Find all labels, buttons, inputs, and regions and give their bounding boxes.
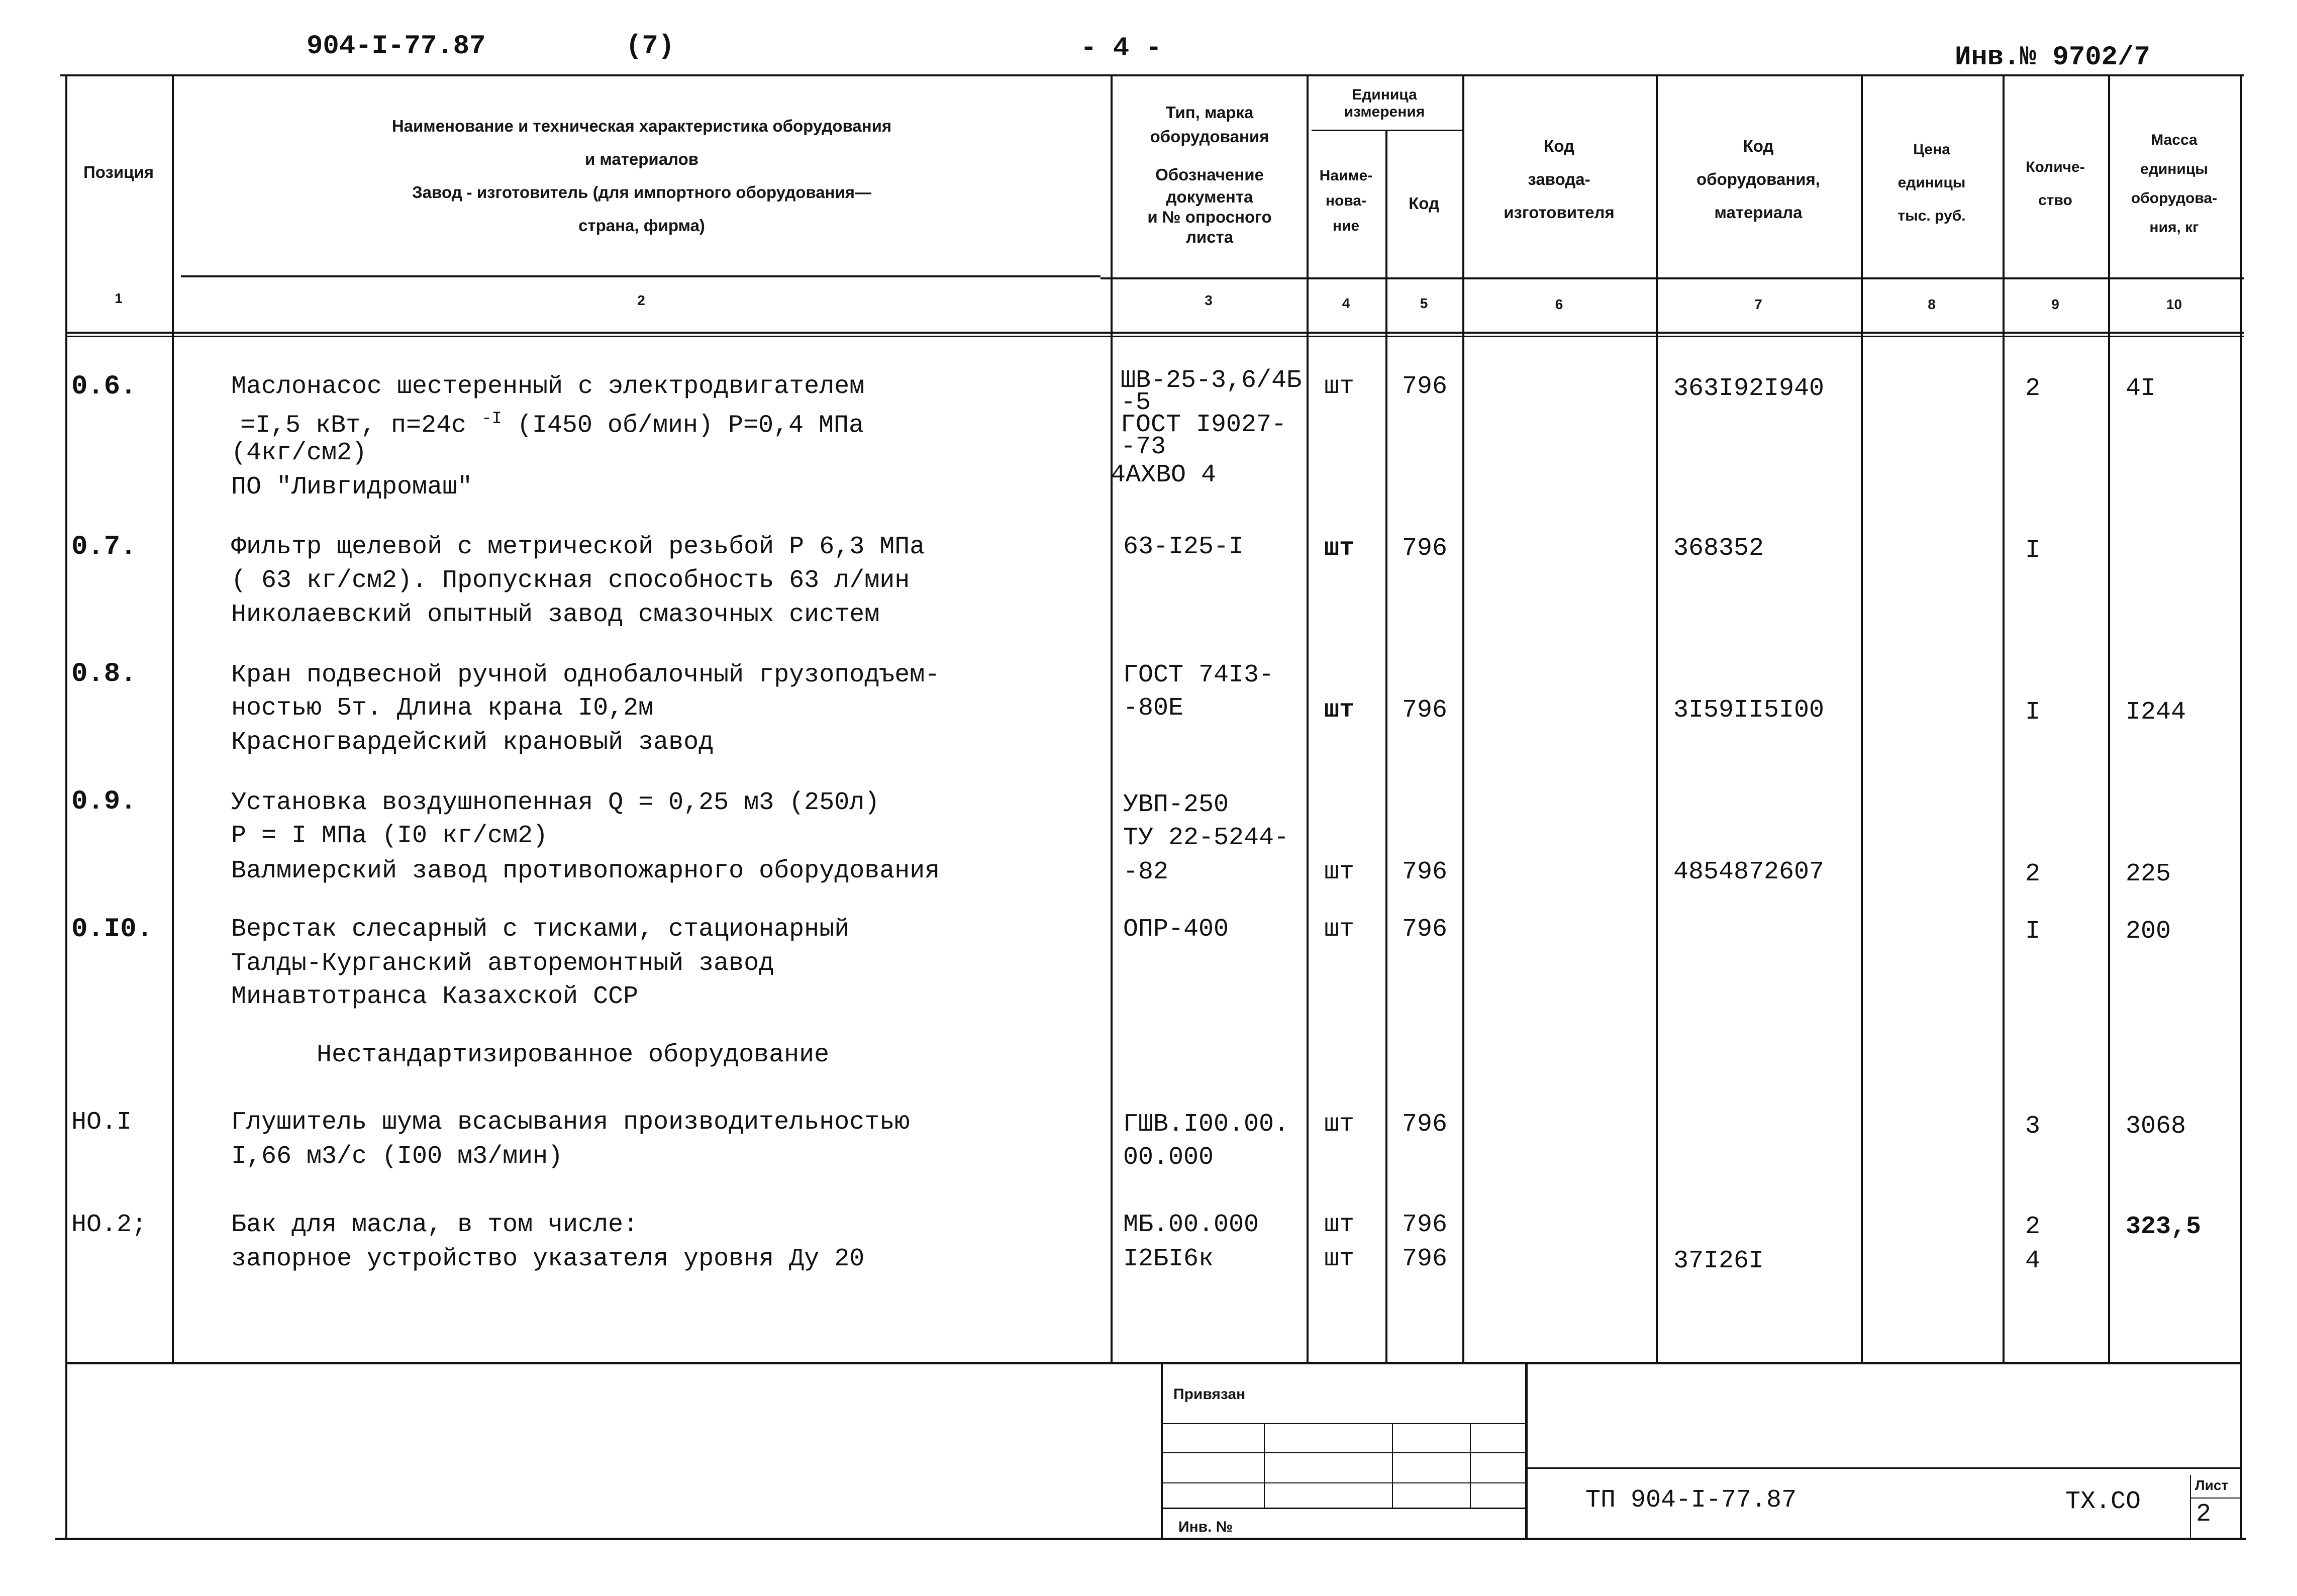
- header-bottom-line-b: [1101, 277, 2244, 279]
- header-doc-line4: листа: [1185, 228, 1234, 246]
- stamp-doc-mark: ТХ.СО: [2065, 1487, 2141, 1516]
- col-number-1: 1: [115, 290, 123, 306]
- row-name-line: ПО "Ливгидромаш": [231, 473, 473, 502]
- row-type-line: ГОСТ 74I3-: [1123, 661, 1274, 689]
- header-unit-name-line3: ние: [1332, 218, 1360, 234]
- row-unit-name: шт: [1324, 1211, 1355, 1239]
- header-name-line1: Наименование и техническая характеристика оборудования: [391, 117, 892, 135]
- row-unit-name: шт: [1324, 534, 1355, 563]
- row-position: 0.6.: [71, 371, 137, 402]
- row-name-line: Минавтотранса Казахской ССР: [231, 982, 639, 1011]
- row-name-line: Красногвардейский крановый завод: [231, 728, 714, 757]
- row-quantity: I: [2025, 698, 2041, 727]
- row-unit-code: 796: [1402, 915, 1448, 944]
- header-qty-line2: ство: [2038, 192, 2072, 209]
- row-unit-name: шт: [1324, 858, 1355, 886]
- row-name-line: ностью 5т. Длина крана I0,2м: [231, 694, 654, 723]
- header-equip-line3: материала: [1714, 203, 1803, 222]
- header-mass-line1: Масса: [2151, 132, 2198, 148]
- row-type-line: I2БI6к: [1123, 1245, 1214, 1273]
- formula-part-b: (I450 об/мин) Р=0,4 МПа: [502, 411, 864, 440]
- stamp-line: [2190, 1475, 2191, 1538]
- header-factory-line1: Код: [1544, 137, 1574, 155]
- row-sub-unit-code: 796: [1402, 1245, 1448, 1273]
- page-bottom-line: [55, 1538, 2246, 1540]
- stamp-line: [1525, 1364, 1528, 1538]
- row-quantity: I: [2025, 917, 2041, 946]
- row-type-line: МБ.00.000: [1123, 1211, 1259, 1239]
- row-unit-code: 796: [1402, 1110, 1448, 1139]
- row-type-line: 4АХВО 4: [1111, 461, 1217, 489]
- row-type-line: ТУ 22-5244-: [1123, 824, 1289, 852]
- header-price-line3: тыс. руб.: [1897, 208, 1966, 224]
- row-name-line: Кран подвесной ручной однобалочный грузоподъем-: [231, 661, 940, 689]
- header-bottom-line-a: [181, 275, 1101, 277]
- header-equip-line2: оборудования,: [1696, 170, 1820, 188]
- stamp-sheet-label: Лист: [2195, 1477, 2229, 1493]
- row-equipment-code: 3I59II5I00: [1673, 696, 1825, 725]
- row-equipment-code: 363I92I940: [1673, 374, 1825, 403]
- col-number-4: 4: [1342, 295, 1350, 311]
- col-line-9: [2108, 75, 2110, 1362]
- page-number: - 4 -: [1080, 33, 1162, 64]
- row-quantity: 2: [2025, 374, 2041, 403]
- row-name-line: запорное устройство указателя уровня Ду 20: [231, 1245, 865, 1273]
- row-type-line: -5: [1121, 388, 1151, 417]
- header-equip-line1: Код: [1743, 137, 1774, 155]
- col-line-7: [1861, 75, 1863, 1362]
- row-name-line: Верстак слесарный с тисками, стационарный: [231, 915, 850, 944]
- header-mass-line4: ния, кг: [2149, 219, 2199, 236]
- table-bottom-line: [65, 1362, 2241, 1364]
- row-type: [1121, 366, 1302, 461]
- numbers-row-line: [65, 332, 2244, 334]
- row-name-line: Бак для масла, в том числе:: [231, 1211, 639, 1239]
- row-mass: 3068: [2126, 1112, 2186, 1141]
- header-type: [1112, 101, 1308, 247]
- row-unit-code: 796: [1402, 1211, 1448, 1239]
- row-position: НО.2;: [71, 1211, 147, 1239]
- header-unit-group: [1307, 86, 1462, 121]
- row-mass: 200: [2126, 917, 2171, 946]
- row-name-line: Талды-Курганский авторемонтный завод: [231, 949, 774, 978]
- row-type-line: ГШВ.I00.00.: [1123, 1110, 1289, 1139]
- header-unit-name: [1307, 163, 1385, 239]
- header-doc-line2: документа: [1166, 187, 1253, 206]
- project-code: 904-I-77.87: [307, 31, 486, 62]
- header-name: [172, 110, 1112, 242]
- col-number-9: 9: [2051, 296, 2059, 312]
- row-position: 0.7.: [71, 532, 137, 562]
- header-type-line2: оборудования: [1150, 127, 1269, 146]
- row-unit-name: шт: [1324, 696, 1355, 725]
- stamp-line: [1161, 1364, 1163, 1538]
- stamp-sheet-number: 2: [2196, 1500, 2212, 1529]
- col-number-2: 2: [637, 292, 645, 308]
- row-quantity: 3: [2025, 1112, 2041, 1141]
- col-line-4: [1385, 131, 1387, 1362]
- row-quantity: 2: [2025, 1213, 2041, 1241]
- row-unit-name: шт: [1324, 1110, 1355, 1139]
- header-name-line3: Завод - изготовитель (для импортного оборудования—: [412, 183, 872, 202]
- row-name-line: Р = I МПа (I0 кг/см2): [231, 822, 548, 850]
- row-sub-quantity: 4: [2025, 1247, 2041, 1275]
- row-type-line: ОПР-400: [1123, 915, 1229, 944]
- row-mass: I244: [2126, 698, 2186, 727]
- row-type-line: 00.000: [1123, 1143, 1214, 1172]
- col-line-8: [2003, 75, 2005, 1362]
- stamp-doc-code: ТП 904-I-77.87: [1585, 1486, 1797, 1515]
- row-name-line: ( 63 кг/см2). Пропускная способность 63 л/мин: [231, 566, 910, 595]
- header-doc-line3: и № опросного: [1147, 208, 1272, 226]
- row-name-line: Валмиерский завод противопожарного оборудования: [231, 857, 940, 885]
- col-number-5: 5: [1420, 295, 1428, 311]
- page-index: (7): [626, 31, 675, 62]
- col-number-10: 10: [2166, 296, 2182, 312]
- row-type-line: -73: [1121, 433, 1166, 461]
- row-type-line: -80Е: [1123, 694, 1184, 723]
- header-doc-line1: Обозначение: [1155, 165, 1264, 184]
- header-price: [1861, 133, 2003, 233]
- row-unit-code: 796: [1402, 372, 1448, 401]
- row-name-line: Николаевский опытный завод смазочных систем: [231, 601, 880, 629]
- row-position: 0.8.: [71, 659, 137, 689]
- header-unit-name-line2: нова-: [1325, 192, 1367, 209]
- header-quantity: [2003, 151, 2108, 217]
- row-name-line: I,66 м3/с (I00 м3/мин): [231, 1142, 563, 1171]
- header-unit-code: Код: [1409, 194, 1439, 213]
- row-position: 0.I0.: [71, 914, 153, 945]
- row-position: 0.9.: [71, 786, 137, 817]
- header-unit-line1: Единица: [1352, 86, 1417, 103]
- header-equipment-code: [1656, 130, 1861, 229]
- row-mass: 225: [2126, 860, 2171, 888]
- col-number-8: 8: [1928, 296, 1936, 312]
- header-name-line4: страна, фирма): [578, 216, 705, 235]
- row-type-line: ГОСТ I9027-: [1121, 411, 1287, 439]
- row-quantity: 2: [2025, 860, 2041, 888]
- col-line-5: [1462, 75, 1464, 1362]
- stamp-line: [1470, 1423, 1471, 1509]
- stamp-line: [1528, 1467, 2241, 1469]
- col-line-6: [1656, 75, 1658, 1362]
- row-type-line: УВП-250: [1123, 790, 1229, 819]
- header-unit-line2: измерения: [1344, 104, 1425, 120]
- row-type-line: -82: [1123, 858, 1169, 886]
- header-price-line2: единицы: [1897, 174, 1966, 191]
- header-mass-line2: единицы: [2140, 161, 2208, 177]
- stamp-line: [1392, 1423, 1393, 1509]
- row-unit-code: 796: [1402, 534, 1448, 563]
- row-name-line: Маслонасос шестеренный с электродвигателем: [231, 372, 865, 401]
- header-type-line1: Тип, марка: [1165, 103, 1254, 122]
- header-factory-line2: завода-: [1528, 170, 1590, 188]
- row-mass: 323,5: [2126, 1213, 2202, 1241]
- col-line-2: [1111, 75, 1113, 1362]
- stamp-line: [1264, 1423, 1265, 1509]
- row-type-line: ШВ-25-3,6/4Б: [1121, 366, 1302, 395]
- row-unit-name: шт: [1324, 372, 1355, 401]
- section-title: Нестандартизированное оборудование: [317, 1041, 830, 1069]
- row-quantity: I: [2025, 536, 2041, 565]
- col-number-7: 7: [1754, 296, 1762, 312]
- row-equipment-code: 4854872607: [1673, 858, 1825, 886]
- header-factory-line3: изготовителя: [1504, 203, 1615, 222]
- header-position: Позиция: [83, 163, 154, 181]
- row-equipment-code: 368352: [1673, 534, 1764, 563]
- table-top-line: [60, 74, 2244, 76]
- col-line-10: [2240, 75, 2242, 1538]
- row-sub-unit-name: шт: [1324, 1245, 1355, 1273]
- row-name-line: Установка воздушнопенная Q = 0,25 м3 (250л): [231, 788, 880, 817]
- col-number-6: 6: [1555, 296, 1563, 312]
- col-line-1: [172, 75, 174, 1362]
- header-factory-code: [1462, 130, 1656, 229]
- inventory-number: Инв.№ 9702/7: [1955, 42, 2150, 73]
- header-qty-line1: Количе-: [2026, 159, 2085, 175]
- row-name-line: Фильтр щелевой с метрической резьбой Р 6,3 МПа: [231, 533, 925, 561]
- formula-part-a: =I,5 кВт, п=24с: [240, 411, 482, 440]
- stamp-inv-label: Инв. №: [1178, 1519, 1233, 1535]
- row-unit-code: 796: [1402, 696, 1448, 725]
- col-number-3: 3: [1205, 292, 1213, 308]
- formula-sup: -I: [481, 410, 502, 429]
- header-price-line1: Цена: [1913, 141, 1950, 158]
- row-unit-code: 796: [1402, 858, 1448, 886]
- header-name-line2: и материалов: [584, 150, 699, 168]
- row-mass: 4I: [2126, 374, 2156, 403]
- row-name-line: Глушитель шума всасывания производительностью: [231, 1108, 910, 1137]
- numbers-row-line-2: [65, 336, 2244, 337]
- row-sub-equipment-code: 37I26I: [1673, 1247, 1764, 1275]
- header-mass-line3: оборудова-: [2131, 190, 2218, 207]
- row-unit-name: шт: [1324, 915, 1355, 944]
- row-position: НО.I: [71, 1108, 132, 1137]
- row-type-line: 63-I25-I: [1123, 533, 1244, 561]
- header-mass: [2108, 126, 2240, 242]
- col-line-3: [1307, 75, 1309, 1362]
- row-name-line: (4кг/см2): [231, 439, 367, 467]
- stamp-attached-label: Привязан: [1173, 1386, 1246, 1403]
- header-unit-name-line1: Наиме-: [1319, 167, 1373, 184]
